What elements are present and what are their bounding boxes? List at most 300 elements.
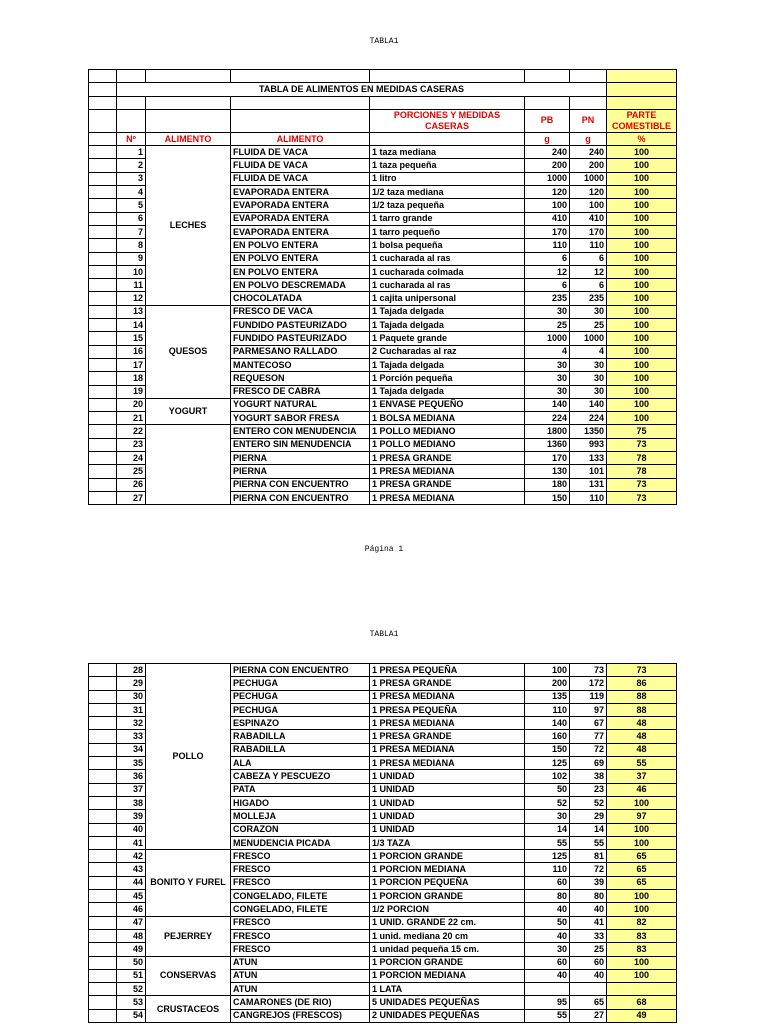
blank-cell — [607, 70, 677, 83]
net-weight: 29 — [570, 810, 607, 823]
food-name: PECHUGA — [231, 703, 370, 716]
row-number: 27 — [117, 491, 146, 504]
blank-cell — [231, 96, 370, 109]
net-weight: 120 — [570, 186, 607, 199]
edible-percent: 100 — [607, 332, 677, 345]
portion-measure: 1 Porción pequeña — [370, 372, 525, 385]
group-label: LECHES — [146, 146, 231, 306]
edible-percent: 100 — [607, 292, 677, 305]
gross-weight: 100 — [525, 199, 570, 212]
blank-cell — [89, 996, 117, 1009]
row-number: 16 — [117, 345, 146, 358]
blank-cell — [89, 279, 117, 292]
portion-measure: 1 PORCION GRANDE — [370, 890, 525, 903]
row-number: 34 — [117, 743, 146, 756]
portion-measure: 1 tarro grande — [370, 212, 525, 225]
group-label — [146, 425, 231, 505]
net-weight: 4 — [570, 345, 607, 358]
gross-weight: 50 — [525, 916, 570, 929]
gross-weight: 140 — [525, 717, 570, 730]
gross-weight: 160 — [525, 730, 570, 743]
blank-cell — [89, 239, 117, 252]
row-number: 2 — [117, 159, 146, 172]
portion-measure: 1 UNID. GRANDE 22 cm. — [370, 916, 525, 929]
blank-cell — [89, 465, 117, 478]
portion-measure: 1 PRESA PEQUEÑA — [370, 664, 525, 677]
food-name: REQUESON — [231, 372, 370, 385]
food-name: CONGELADO, FILETE — [231, 890, 370, 903]
blank-cell — [89, 743, 117, 756]
gross-weight: 30 — [525, 810, 570, 823]
gross-weight: 200 — [525, 677, 570, 690]
food-name: FRESCO — [231, 916, 370, 929]
row-number: 25 — [117, 465, 146, 478]
blank-cell — [89, 677, 117, 690]
edible-percent: 100 — [607, 265, 677, 278]
gross-weight: 110 — [525, 703, 570, 716]
edible-percent: 100 — [607, 836, 677, 849]
edible-percent: 100 — [607, 146, 677, 159]
food-name: ATUN — [231, 983, 370, 996]
blank-cell — [146, 70, 231, 83]
row-number: 43 — [117, 863, 146, 876]
net-weight: 101 — [570, 465, 607, 478]
blank-cell — [89, 358, 117, 371]
food-name: EN POLVO ENTERA — [231, 239, 370, 252]
gross-weight: 30 — [525, 943, 570, 956]
blank-cell — [89, 491, 117, 504]
gross-weight: 110 — [525, 863, 570, 876]
net-weight: 14 — [570, 823, 607, 836]
portion-measure: 1 unid. mediana 20 cm — [370, 929, 525, 942]
edible-percent: 75 — [607, 425, 677, 438]
blank-cell — [89, 319, 117, 332]
row-number: 30 — [117, 690, 146, 703]
food-name: CHOCOLATADA — [231, 292, 370, 305]
blank-cell — [89, 305, 117, 318]
net-weight: 240 — [570, 146, 607, 159]
edible-percent: 100 — [607, 212, 677, 225]
food-name: PIERNA CON ENCUENTRO — [231, 664, 370, 677]
blank-cell — [89, 916, 117, 929]
row-number: 28 — [117, 664, 146, 677]
row-number: 7 — [117, 225, 146, 238]
net-weight — [570, 983, 607, 996]
food-name: CONGELADO, FILETE — [231, 903, 370, 916]
gross-weight: 130 — [525, 465, 570, 478]
net-weight: 235 — [570, 292, 607, 305]
blank-cell — [89, 212, 117, 225]
net-weight: 119 — [570, 690, 607, 703]
row-number: 53 — [117, 996, 146, 1009]
group-label: BONITO Y FUREL — [146, 850, 231, 916]
row-number: 44 — [117, 876, 146, 889]
edible-percent: 65 — [607, 850, 677, 863]
food-name: PECHUGA — [231, 677, 370, 690]
row-number: 23 — [117, 438, 146, 451]
edible-percent: 100 — [607, 305, 677, 318]
gross-weight: 14 — [525, 823, 570, 836]
blank-cell — [146, 109, 231, 132]
row-number: 12 — [117, 292, 146, 305]
gross-weight: 40 — [525, 903, 570, 916]
net-weight: 67 — [570, 717, 607, 730]
food-table-page-2 — [88, 663, 677, 1023]
net-weight: 72 — [570, 863, 607, 876]
blank-cell — [89, 863, 117, 876]
blank-cell — [89, 823, 117, 836]
net-weight: 172 — [570, 677, 607, 690]
gross-weight: 1000 — [525, 172, 570, 185]
portion-measure: 1 Tajada delgada — [370, 358, 525, 371]
portion-measure: 1 PRESA MEDIANA — [370, 743, 525, 756]
food-name: EVAPORADA ENTERA — [231, 186, 370, 199]
food-name: FRESCO — [231, 863, 370, 876]
food-name: PIERNA CON ENCUENTRO — [231, 478, 370, 491]
blank-cell — [89, 172, 117, 185]
row-number: 6 — [117, 212, 146, 225]
header-edible: PARTE COMESTIBLE — [607, 109, 677, 132]
blank-cell — [117, 96, 146, 109]
food-name: PIERNA — [231, 452, 370, 465]
row-number: 49 — [117, 943, 146, 956]
net-weight: 55 — [570, 836, 607, 849]
net-weight: 69 — [570, 757, 607, 770]
blank-cell — [525, 96, 570, 109]
net-weight: 41 — [570, 916, 607, 929]
blank-cell — [117, 109, 146, 132]
food-name: ENTERO SIN MENUDENCIA — [231, 438, 370, 451]
gross-weight: 12 — [525, 265, 570, 278]
blank-cell — [146, 96, 231, 109]
blank-cell — [89, 983, 117, 996]
food-name: PIERNA — [231, 465, 370, 478]
portion-measure: 1 PRESA PEQUEÑA — [370, 703, 525, 716]
page-1-title: TABLA1 — [369, 37, 399, 46]
blank-cell — [89, 690, 117, 703]
gross-weight: 60 — [525, 876, 570, 889]
blank-cell — [607, 96, 677, 109]
blank-cell — [89, 730, 117, 743]
header-pb-unit: g — [525, 132, 570, 145]
blank-cell — [89, 96, 117, 109]
edible-percent: 100 — [607, 252, 677, 265]
blank-cell — [89, 969, 117, 982]
header-food: ALIMENTO — [231, 132, 370, 145]
portion-measure: 1 PORCION MEDIANA — [370, 863, 525, 876]
blank-cell — [89, 850, 117, 863]
edible-percent: 83 — [607, 929, 677, 942]
edible-percent: 100 — [607, 239, 677, 252]
food-name: FUNDIDO PASTEURIZADO — [231, 332, 370, 345]
gross-weight: 200 — [525, 159, 570, 172]
row-number: 5 — [117, 199, 146, 212]
portion-measure: 1 taza pequeña — [370, 159, 525, 172]
row-number: 10 — [117, 265, 146, 278]
group-label: POLLO — [146, 664, 231, 850]
food-name: ESPINAZO — [231, 717, 370, 730]
blank-cell — [89, 703, 117, 716]
row-number: 48 — [117, 929, 146, 942]
food-name: CANGREJOS (FRESCOS) — [231, 1009, 370, 1022]
group-label: CONSERVAS — [146, 956, 231, 996]
blank-cell — [89, 372, 117, 385]
blank-cell — [89, 412, 117, 425]
gross-weight: 80 — [525, 890, 570, 903]
portion-measure: 2 UNIDADES PEQUEÑAS — [370, 1009, 525, 1022]
portion-measure: 1 PRESA GRANDE — [370, 452, 525, 465]
blank-cell — [89, 783, 117, 796]
blank-cell — [89, 876, 117, 889]
food-name: FUNDIDO PASTEURIZADO — [231, 319, 370, 332]
food-name: EVAPORADA ENTERA — [231, 199, 370, 212]
blank-cell — [89, 956, 117, 969]
blank-cell — [89, 1009, 117, 1022]
portion-measure: 1 UNIDAD — [370, 810, 525, 823]
net-weight: 65 — [570, 996, 607, 1009]
row-number: 38 — [117, 796, 146, 809]
food-name: MENUDENCIA PICADA — [231, 836, 370, 849]
group-label: QUESOS — [146, 305, 231, 398]
header-pn: PN — [570, 109, 607, 132]
portion-measure: 1 tarro pequeño — [370, 225, 525, 238]
gross-weight: 170 — [525, 225, 570, 238]
edible-percent: 100 — [607, 796, 677, 809]
food-name: RABADILLA — [231, 743, 370, 756]
blank-cell — [89, 345, 117, 358]
gross-weight: 170 — [525, 452, 570, 465]
blank-cell — [89, 425, 117, 438]
edible-percent: 65 — [607, 876, 677, 889]
food-name: MANTECOSO — [231, 358, 370, 371]
edible-percent: 100 — [607, 412, 677, 425]
portion-measure: 1 Paquete grande — [370, 332, 525, 345]
food-name: ENTERO CON MENUDENCIA — [231, 425, 370, 438]
table-row — [89, 956, 677, 969]
blank-cell — [89, 70, 117, 83]
portion-measure: 1 LATA — [370, 983, 525, 996]
portion-measure: 1 litro — [370, 172, 525, 185]
row-number: 18 — [117, 372, 146, 385]
net-weight: 40 — [570, 969, 607, 982]
table-title: TABLA DE ALIMENTOS EN MEDIDAS CASERAS — [117, 83, 607, 96]
edible-percent: 88 — [607, 690, 677, 703]
blank-cell — [89, 943, 117, 956]
net-weight: 73 — [570, 664, 607, 677]
food-name: FRESCO — [231, 929, 370, 942]
gross-weight: 30 — [525, 372, 570, 385]
row-number: 9 — [117, 252, 146, 265]
blank-cell — [89, 717, 117, 730]
food-name: FRESCO DE CABRA — [231, 385, 370, 398]
row-number: 51 — [117, 969, 146, 982]
row-number: 19 — [117, 385, 146, 398]
net-weight: 52 — [570, 796, 607, 809]
blank-cell — [89, 83, 117, 96]
edible-percent: 65 — [607, 863, 677, 876]
food-name: CABEZA Y PESCUEZO — [231, 770, 370, 783]
net-weight: 27 — [570, 1009, 607, 1022]
blank-cell — [231, 70, 370, 83]
blank-cell — [89, 903, 117, 916]
net-weight: 77 — [570, 730, 607, 743]
net-weight: 97 — [570, 703, 607, 716]
row-number: 46 — [117, 903, 146, 916]
portion-measure: 1 bolsa pequeña — [370, 239, 525, 252]
food-name: ALA — [231, 757, 370, 770]
blank-cell — [117, 70, 146, 83]
gross-weight: 120 — [525, 186, 570, 199]
table-row — [89, 850, 677, 863]
food-name: FLUIDA DE VACA — [231, 146, 370, 159]
gross-weight: 1000 — [525, 332, 570, 345]
food-name: PATA — [231, 783, 370, 796]
header-portion: PORCIONES Y MEDIDAS CASERAS — [370, 109, 525, 132]
gross-weight: 30 — [525, 305, 570, 318]
blank-cell — [89, 796, 117, 809]
row-number: 13 — [117, 305, 146, 318]
net-weight: 72 — [570, 743, 607, 756]
portion-measure: 1 cucharada al ras — [370, 252, 525, 265]
net-weight: 993 — [570, 438, 607, 451]
food-name: FRESCO — [231, 876, 370, 889]
food-name: ATUN — [231, 969, 370, 982]
portion-measure: 1 PORCION GRANDE — [370, 956, 525, 969]
edible-percent: 48 — [607, 743, 677, 756]
blank-cell — [89, 332, 117, 345]
net-weight: 6 — [570, 279, 607, 292]
portion-measure: 1 UNIDAD — [370, 770, 525, 783]
edible-percent: 73 — [607, 491, 677, 504]
header-pn-unit: g — [570, 132, 607, 145]
group-label: PEJERREY — [146, 916, 231, 956]
edible-percent: 100 — [607, 225, 677, 238]
food-name: FRESCO — [231, 850, 370, 863]
gross-weight: 102 — [525, 770, 570, 783]
gross-weight: 6 — [525, 279, 570, 292]
food-name: EN POLVO ENTERA — [231, 265, 370, 278]
row-number: 26 — [117, 478, 146, 491]
edible-percent: 100 — [607, 319, 677, 332]
row-number: 1 — [117, 146, 146, 159]
row-number: 41 — [117, 836, 146, 849]
table-row — [89, 664, 677, 677]
net-weight: 110 — [570, 491, 607, 504]
gross-weight: 224 — [525, 412, 570, 425]
gross-weight: 55 — [525, 836, 570, 849]
row-number: 14 — [117, 319, 146, 332]
gross-weight: 125 — [525, 757, 570, 770]
gross-weight: 410 — [525, 212, 570, 225]
gross-weight: 25 — [525, 319, 570, 332]
blank-cell — [89, 385, 117, 398]
row-number: 4 — [117, 186, 146, 199]
blank-cell — [570, 96, 607, 109]
blank-cell — [89, 292, 117, 305]
food-name: EVAPORADA ENTERA — [231, 225, 370, 238]
gross-weight: 60 — [525, 956, 570, 969]
blank-cell — [607, 83, 677, 96]
portion-measure: 2 Cucharadas al raz — [370, 345, 525, 358]
edible-percent: 100 — [607, 956, 677, 969]
net-weight: 30 — [570, 372, 607, 385]
portion-measure: 1 UNIDAD — [370, 783, 525, 796]
edible-percent: 37 — [607, 770, 677, 783]
gross-weight — [525, 983, 570, 996]
header-group: ALIMENTO — [146, 132, 231, 145]
gross-weight: 50 — [525, 783, 570, 796]
page-2-title: TABLA1 — [369, 630, 399, 639]
row-number: 37 — [117, 783, 146, 796]
net-weight: 1350 — [570, 425, 607, 438]
gross-weight: 1360 — [525, 438, 570, 451]
header-pb: PB — [525, 109, 570, 132]
blank-cell — [370, 132, 525, 145]
blank-cell — [89, 225, 117, 238]
portion-measure: 1/2 taza pequeña — [370, 199, 525, 212]
edible-percent: 100 — [607, 358, 677, 371]
edible-percent: 100 — [607, 385, 677, 398]
row-number: 50 — [117, 956, 146, 969]
edible-percent: 88 — [607, 703, 677, 716]
net-weight: 140 — [570, 398, 607, 411]
edible-percent: 100 — [607, 199, 677, 212]
table-row — [89, 425, 677, 438]
blank-cell — [89, 252, 117, 265]
row-number: 35 — [117, 757, 146, 770]
table-row — [89, 996, 677, 1009]
edible-percent — [607, 983, 677, 996]
gross-weight: 55 — [525, 1009, 570, 1022]
net-weight: 25 — [570, 943, 607, 956]
net-weight: 30 — [570, 305, 607, 318]
gross-weight: 135 — [525, 690, 570, 703]
net-weight: 100 — [570, 199, 607, 212]
edible-percent: 49 — [607, 1009, 677, 1022]
edible-percent: 100 — [607, 398, 677, 411]
edible-percent: 97 — [607, 810, 677, 823]
net-weight: 133 — [570, 452, 607, 465]
portion-measure: 1 PRESA MEDIANA — [370, 717, 525, 730]
portion-measure: 1 POLLO MEDIANO — [370, 425, 525, 438]
portion-measure: 1 POLLO MEDIANO — [370, 438, 525, 451]
blank-cell — [89, 398, 117, 411]
edible-percent: 100 — [607, 279, 677, 292]
portion-measure: 1 UNIDAD — [370, 823, 525, 836]
row-number: 54 — [117, 1009, 146, 1022]
blank-cell — [570, 70, 607, 83]
net-weight: 80 — [570, 890, 607, 903]
food-name: EN POLVO DESCREMADA — [231, 279, 370, 292]
portion-measure: 1 cajita unipersonal — [370, 292, 525, 305]
net-weight: 40 — [570, 903, 607, 916]
portion-measure: 1/2 PORCION — [370, 903, 525, 916]
row-number: 47 — [117, 916, 146, 929]
net-weight: 12 — [570, 265, 607, 278]
row-number: 3 — [117, 172, 146, 185]
portion-measure: 1 cucharada colmada — [370, 265, 525, 278]
blank-cell — [89, 159, 117, 172]
portion-measure: 1 PRESA GRANDE — [370, 730, 525, 743]
portion-measure: 1/3 TAZA — [370, 836, 525, 849]
table-row — [89, 916, 677, 929]
net-weight: 200 — [570, 159, 607, 172]
row-number: 20 — [117, 398, 146, 411]
portion-measure: 1 UNIDAD — [370, 796, 525, 809]
edible-percent: 68 — [607, 996, 677, 1009]
edible-percent: 48 — [607, 717, 677, 730]
net-weight: 224 — [570, 412, 607, 425]
